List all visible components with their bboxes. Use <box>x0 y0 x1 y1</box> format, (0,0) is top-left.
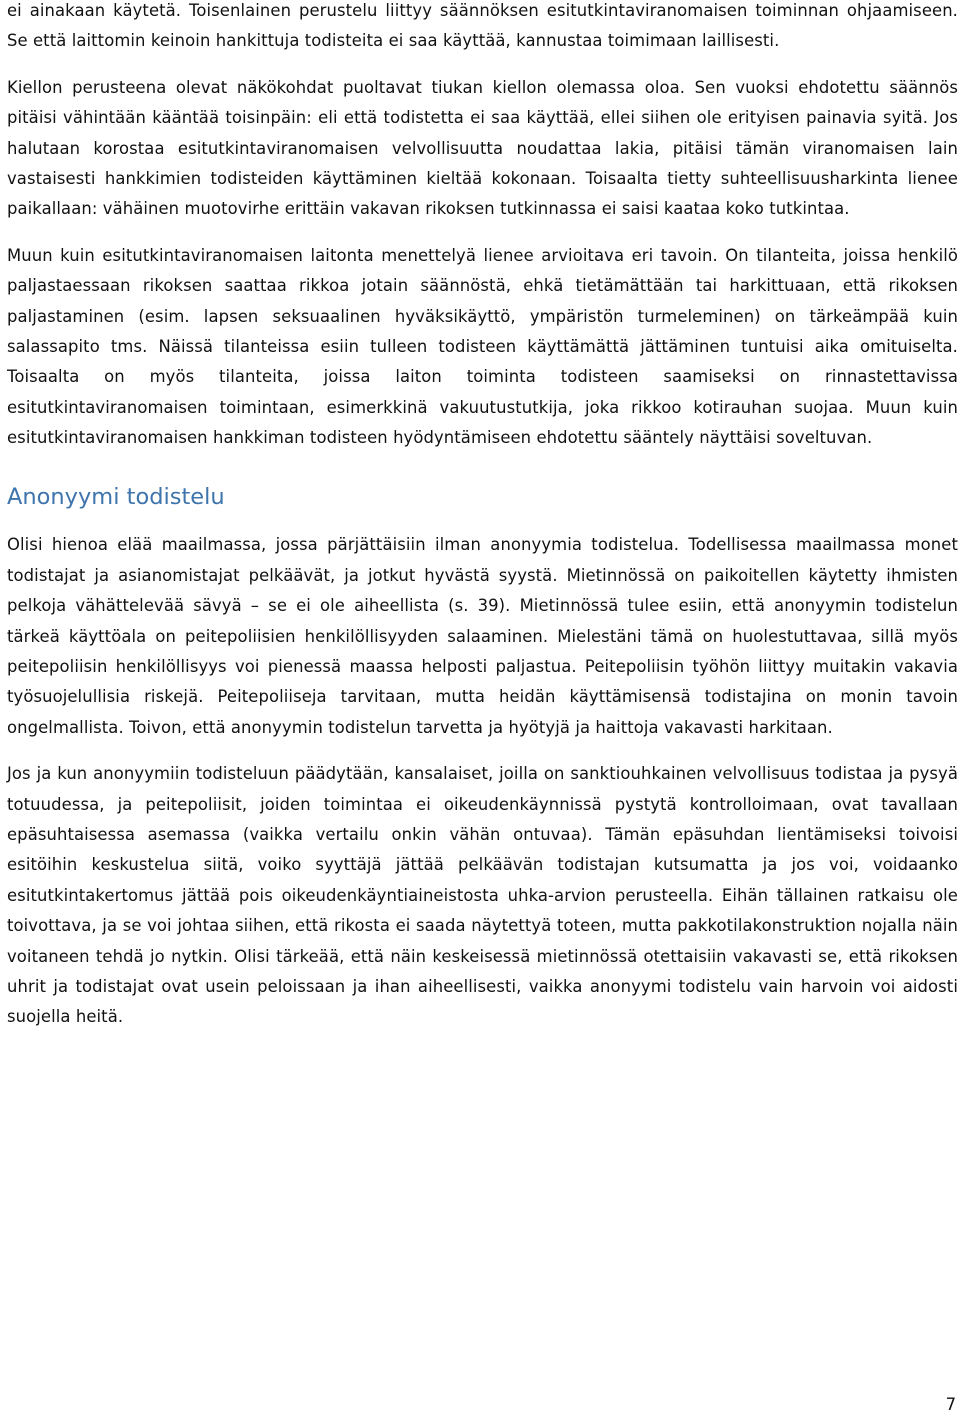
paragraph: Muun kuin esitutkintaviranomaisen laitonta menettelyä lienee arvioitava eri tavoin. On tilanteita, joissa henkilö paljastaessaan rikoksen saattaa rikkoa jotain säännöstä, ehkä tietämättään tai harkittuaan, että rikoksen paljastaminen (esim. lapsen seksuaalinen hyväksikäyttö, ympäristön turmeleminen) on tärkeämpää kuin salassapito tms. Näissä tilanteissa esiin tulleen todisteen käyttämättä jättäminen tuntuisi aika omituiselta. Toisaalta on myös tilanteita, joissa laiton toiminta todisteen saamiseksi on rinnastettavissa esitutkintaviranomaisen toimintaan, esimerkkinä vakuutustutkija, joka rikkoo kotirauhan suojaa. Muun kuin esitutkintaviranomaisen hankkiman todisteen hyödyntämiseen ehdotettu sääntely näyttäisi soveltuvan. <box>7 245 958 448</box>
section-heading: Anonyymi todistelu <box>7 483 225 510</box>
page-number: 7 <box>945 1395 956 1414</box>
paragraph: Kiellon perusteena olevat näkökohdat puoltavat tiukan kiellon olemassa oloa. Sen vuoksi ehdotettu säännös pitäisi vähintään kääntää toisinpäin: eli että todistetta ei saa käyttää, ellei siihen ole erityisen painavia syitä. Jos halutaan korostaa esitutkintaviranomaisen velvollisuutta noudattaa lakia, pitäisi tämän viranomaisen lain vastaisesti hankkimien todisteiden käyttäminen kieltää kokonaan. Toisaalta tietty suhteellisuusharkinta lienee paikallaan: vähäinen muotovirhe erittäin vakavan rikoksen tutkinnassa ei saisi kaataa koko tutkintaa. <box>7 77 958 219</box>
paragraph: Jos ja kun anonyymiin todisteluun päädytään, kansalaiset, joilla on sanktiouhkainen velvollisuus todistaa ja pysyä totuudessa, ja peitepoliisit, joiden toimintaa ei oikeudenkäynnissä pystytä kontrolloimaan, ovat tavallaan epäsuhtaisessa asemassa (vaikka vertailu onkin vähän ontuvaa). Tämän epäsuhdan lientämiseksi toivoisi esitöihin keskustelua siitä, voiko syyttäjä jättää pelkäävän todistajan kutsumatta ja jos voi, voidaanko esitutkintakertomus jättää pois oikeudenkäyntiaineistosta uhka-arvion perusteella. Eihän tällainen ratkaisu ole toivottava, ja se voi johtaa siihen, että rikosta ei saada näytettyä toteen, mutta pakkotilakonstruktion nojalla näin voitaneen tehdä jo nytkin. Olisi tärkeää, että näin keskeisessä mietinnössä otettaisiin vakavasti se, että rikoksen uhrit ja todistajat ovat usein peloissaan ja ihan aiheellisesti, vaikka anonyymi todistelu vain harvoin voi aidosti suojella heitä. <box>7 764 958 1027</box>
document-page <box>7 0 958 1033</box>
paragraph: Olisi hienoa elää maailmassa, jossa pärjättäisiin ilman anonyymia todistelua. Todellisessa maailmassa monet todistajat ja asianomistajat pelkäävät, ja jotkut hyvästä syystä. Mietinnössä on paikoitellen käytetty ihmisten pelkoja vähättelevää sävyä – se ei ole aiheellista (s. 39). Mietinnössä tulee esiin, että anonyymin todistelun tärkeä käyttöala on peitepoliisien henkilöllisyyden salaaminen. Mielestäni tämä on huolestuttavaa, sillä myös peitepoliisin henkilöllisyys voi pienessä maassa helposti paljastua. Peitepoliisin työhön liittyy muitakin vakavia työsuojelullisia riskejä. Peitepoliiseja tarvitaan, mutta heidän käyttämisensä todistajina on monin tavoin ongelmallista. Toivon, että anonyymin todistelun tarvetta ja hyötyjä ja haittoja vakavasti harkitaan. <box>7 535 958 737</box>
paragraph: ei ainakaan käytetä. Toisenlainen perustelu liittyy säännöksen esitutkintaviranomaisen toiminnan ohjaamiseen. Se että laittomin keinoin hankittuja todisteita ei saa käyttää, kannustaa toimimaan laillisesti. <box>7 1 958 51</box>
